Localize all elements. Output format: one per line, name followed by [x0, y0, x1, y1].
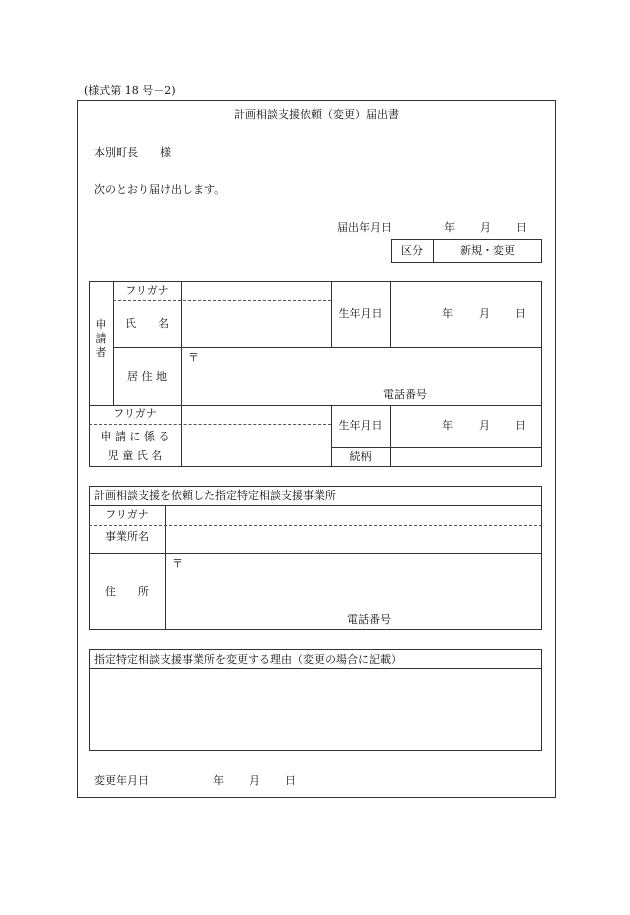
office-name-label: 事業所名	[105, 530, 149, 543]
submission-date-year: 年	[444, 221, 455, 234]
office-address-label: 住 所	[105, 585, 149, 598]
applicant-birth-month: 月	[479, 307, 490, 320]
child-birth-day: 日	[515, 419, 526, 432]
applicant-section-label: 申請者	[95, 318, 107, 359]
applicant-phone-label: 電話番号	[383, 388, 427, 401]
addressee: 本別町長 様	[94, 146, 171, 159]
applicant-address-field[interactable]	[182, 349, 541, 404]
form-title: 計画相談支援依頼（変更）届出書	[234, 108, 399, 121]
intro-text: 次のとおり届け出します。	[94, 183, 226, 196]
applicant-furigana-field[interactable]	[182, 282, 330, 300]
submission-date-day: 日	[516, 221, 527, 234]
applicant-furigana-label: フリガナ	[125, 284, 169, 297]
applicant-birth-year: 年	[442, 307, 453, 320]
office-heading: 計画相談支援を依頼した指定特定相談支援事業所	[94, 489, 336, 502]
submission-date-month: 月	[480, 221, 491, 234]
category-value[interactable]: 新規・変更	[460, 244, 515, 257]
office-postal-mark: 〒	[172, 557, 183, 570]
office-name-field[interactable]	[166, 506, 541, 552]
applicant-birth-label: 生年月日	[338, 307, 383, 320]
category-label: 区分	[401, 244, 423, 257]
child-name-label-line2: 児 童 氏 名	[107, 449, 163, 462]
child-name-label-line1: 申 請 に 係 る	[100, 430, 170, 443]
change-date-day: 日	[285, 774, 296, 787]
applicant-name-field[interactable]	[182, 302, 330, 347]
child-name-field[interactable]	[182, 406, 330, 466]
reason-field[interactable]	[90, 669, 541, 750]
submission-date-label: 届出年月日	[337, 221, 392, 234]
change-date-year: 年	[213, 774, 224, 787]
child-furigana-label: フリガナ	[113, 407, 157, 420]
applicant-name-label: 氏 名	[125, 317, 169, 330]
applicant-postal-mark: 〒	[188, 351, 199, 364]
change-date-label: 変更年月日	[94, 774, 149, 787]
office-furigana-label: フリガナ	[105, 508, 149, 521]
change-date-month: 月	[249, 774, 260, 787]
form-number: (様式第 18 号－2)	[84, 84, 176, 97]
applicant-birth-day: 日	[515, 307, 526, 320]
child-relation-field[interactable]	[391, 448, 541, 466]
reason-heading: 指定特定相談支援事業所を変更する理由（変更の場合に記載）	[94, 653, 402, 666]
child-relation-label: 続柄	[349, 450, 372, 463]
office-phone-label: 電話番号	[347, 613, 391, 626]
child-birth-label: 生年月日	[338, 419, 383, 432]
applicant-address-label: 居 住 地	[127, 370, 167, 383]
child-birth-year: 年	[442, 419, 453, 432]
child-birth-month: 月	[479, 419, 490, 432]
